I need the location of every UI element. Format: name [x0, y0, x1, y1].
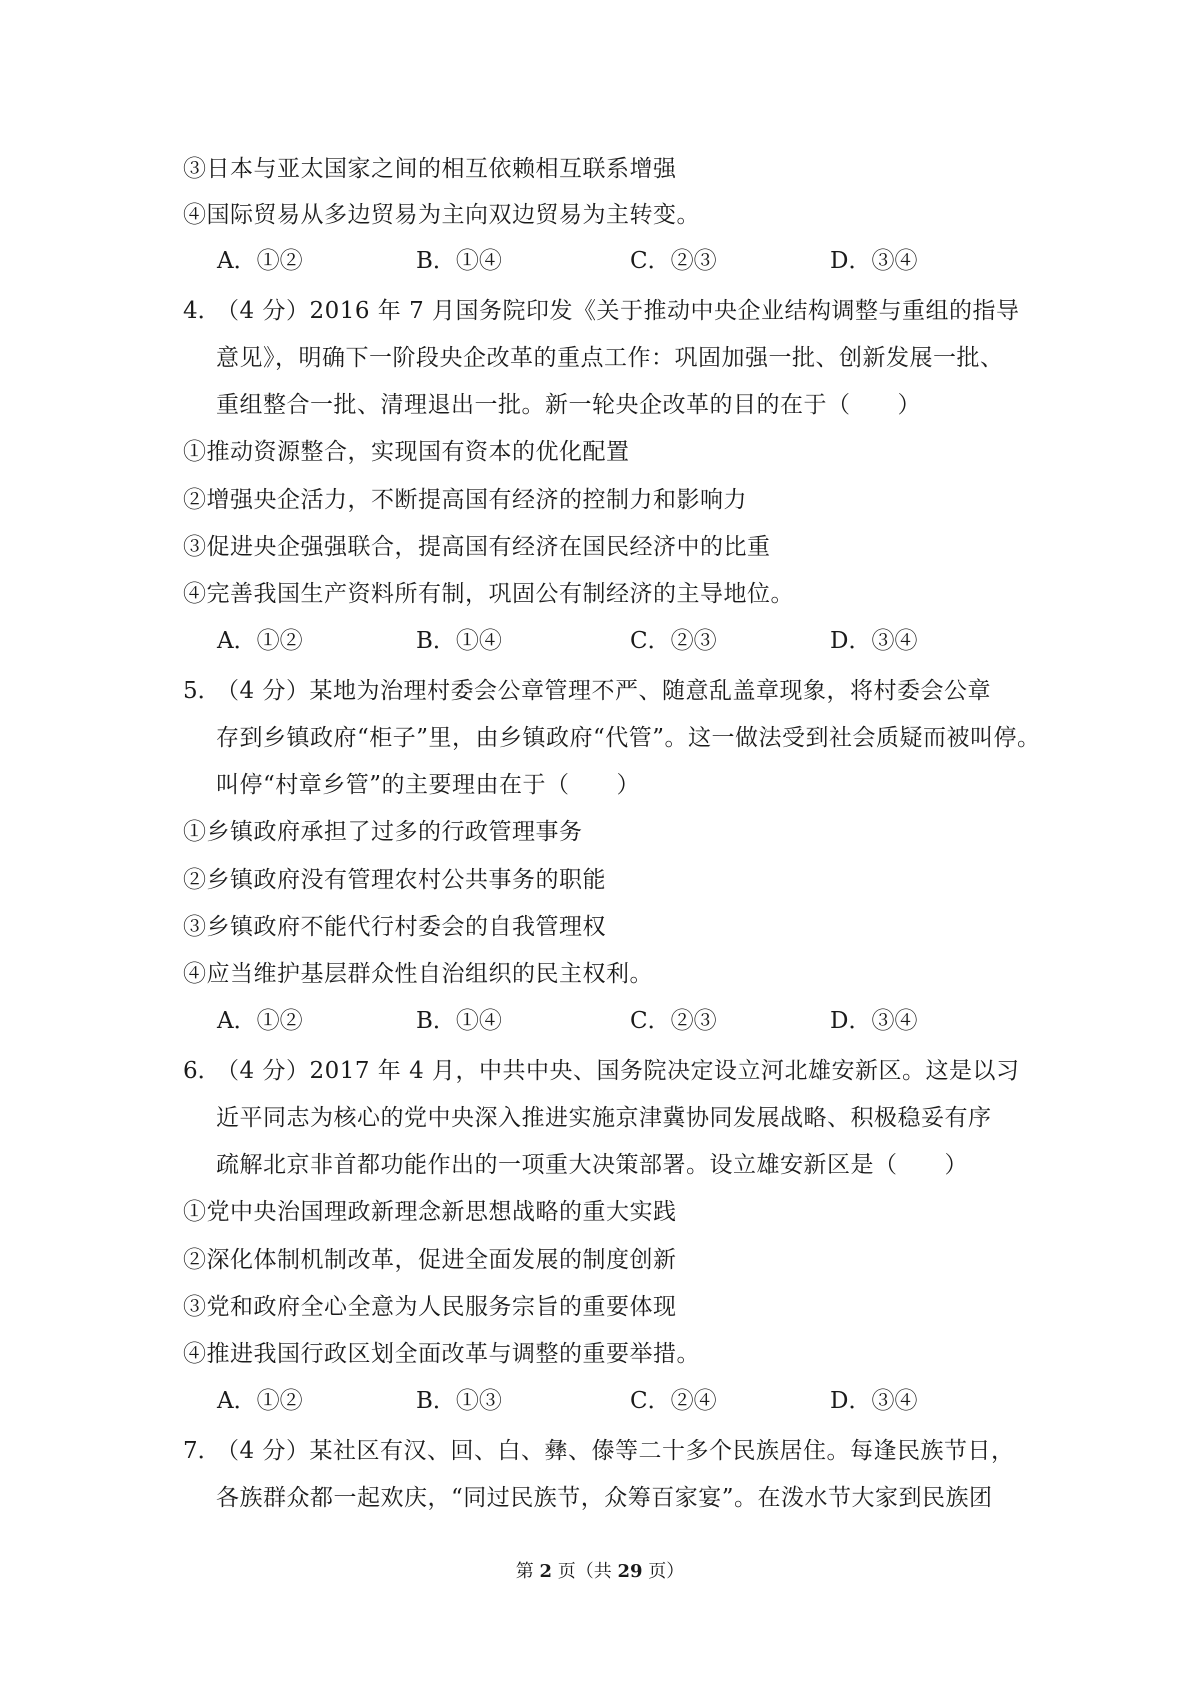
q5-statement-1: ①乡镇政府承担了过多的行政管理事务 [183, 819, 583, 845]
q3-option-a: A．①② [217, 248, 303, 274]
q4-number: 4． [183, 298, 221, 324]
q4-statement-2: ②增强央企活力，不断提高国有经济的控制力和影响力 [183, 487, 747, 513]
page-footer [0, 1560, 1200, 1584]
q7-number: 7． [183, 1438, 221, 1464]
q5-option-a: A．①② [217, 1008, 303, 1034]
q7-stem-line-2: 各族群众都一起欢庆，“同过民族节，众筹百家宴”。在泼水节大家到民族团 [216, 1485, 993, 1511]
footer-middle: 页（共 [557, 1561, 612, 1582]
q6-stem-line-2: 近平同志为核心的党中央深入推进实施京津冀协同发展战略、积极稳妥有序 [216, 1105, 992, 1131]
footer-prefix: 第 [515, 1561, 534, 1582]
q4-option-c: C．②③ [630, 628, 717, 654]
q4-stem-line-2: 意见》，明确下一阶段央企改革的重点工作：巩固加强一批、创新发展一批、 [216, 345, 1004, 371]
q5-statement-2: ②乡镇政府没有管理农村公共事务的职能 [183, 867, 606, 893]
q4-stem-line-1: （4 分）2016 年 7 月国务院印发《关于推动中央企业结构调整与重组的指导 [216, 298, 1020, 324]
q4-option-b: B．①④ [416, 628, 502, 654]
q6-statement-4: ④推进我国行政区划全面改革与调整的重要举措。 [183, 1341, 700, 1367]
q4-stem-line-3: 重组整合一批、清理退出一批。新一轮央企改革的目的在于（ ） [216, 392, 921, 418]
q5-statement-4: ④应当维护基层群众性自治组织的民主权利。 [183, 961, 653, 987]
q5-number: 5． [183, 678, 221, 704]
q3-option-c: C．②③ [630, 248, 717, 274]
q3-option-b: B．①④ [416, 248, 502, 274]
q4-statement-1: ①推动资源整合，实现国有资本的优化配置 [183, 439, 630, 465]
q5-stem-line-2: 存到乡镇政府“柜子”里，由乡镇政府“代管”。这一做法受到社会质疑而被叫停。 [216, 725, 1041, 751]
q6-statement-2: ②深化体制机制改革，促进全面发展的制度创新 [183, 1247, 677, 1273]
footer-page-number: 2 [539, 1561, 552, 1582]
q6-option-a: A．①② [217, 1388, 303, 1414]
q6-option-c: C．②④ [630, 1388, 717, 1414]
q6-number: 6． [183, 1058, 221, 1084]
q3-statement-3: ③日本与亚太国家之间的相互依赖相互联系增强 [183, 156, 677, 182]
q3-statement-4: ④国际贸易从多边贸易为主向双边贸易为主转变。 [183, 202, 700, 228]
q6-statement-1: ①党中央治国理政新理念新思想战略的重大实践 [183, 1199, 677, 1225]
q4-statement-4: ④完善我国生产资料所有制，巩固公有制经济的主导地位。 [183, 581, 794, 607]
q6-option-b: B．①③ [416, 1388, 502, 1414]
q6-statement-3: ③党和政府全心全意为人民服务宗旨的重要体现 [183, 1294, 677, 1320]
q4-option-d: D．③④ [830, 628, 918, 654]
q5-option-d: D．③④ [830, 1008, 918, 1034]
q4-option-a: A．①② [217, 628, 303, 654]
q4-statement-3: ③促进央企强强联合，提高国有经济在国民经济中的比重 [183, 534, 771, 560]
footer-total-pages: 29 [617, 1561, 643, 1582]
q5-option-b: B．①④ [416, 1008, 502, 1034]
q6-stem-line-1: （4 分）2017 年 4 月，中共中央、国务院决定设立河北雄安新区。这是以习 [216, 1058, 1020, 1084]
q6-option-d: D．③④ [830, 1388, 918, 1414]
q7-stem-line-1: （4 分）某社区有汉、回、白、彝、傣等二十多个民族居住。每逢民族节日， [216, 1438, 1015, 1464]
q5-statement-3: ③乡镇政府不能代行村委会的自我管理权 [183, 914, 606, 940]
q5-stem-line-3: 叫停“村章乡管”的主要理由在于（ ） [216, 772, 641, 798]
q3-option-d: D．③④ [830, 248, 918, 274]
q6-stem-line-3: 疏解北京非首都功能作出的一项重大决策部署。设立雄安新区是（ ） [216, 1152, 968, 1178]
q5-stem-line-1: （4 分）某地为治理村委会公章管理不严、随意乱盖章现象，将村委会公章 [216, 678, 991, 704]
footer-suffix: 页） [648, 1561, 685, 1582]
q5-option-c: C．②③ [630, 1008, 717, 1034]
